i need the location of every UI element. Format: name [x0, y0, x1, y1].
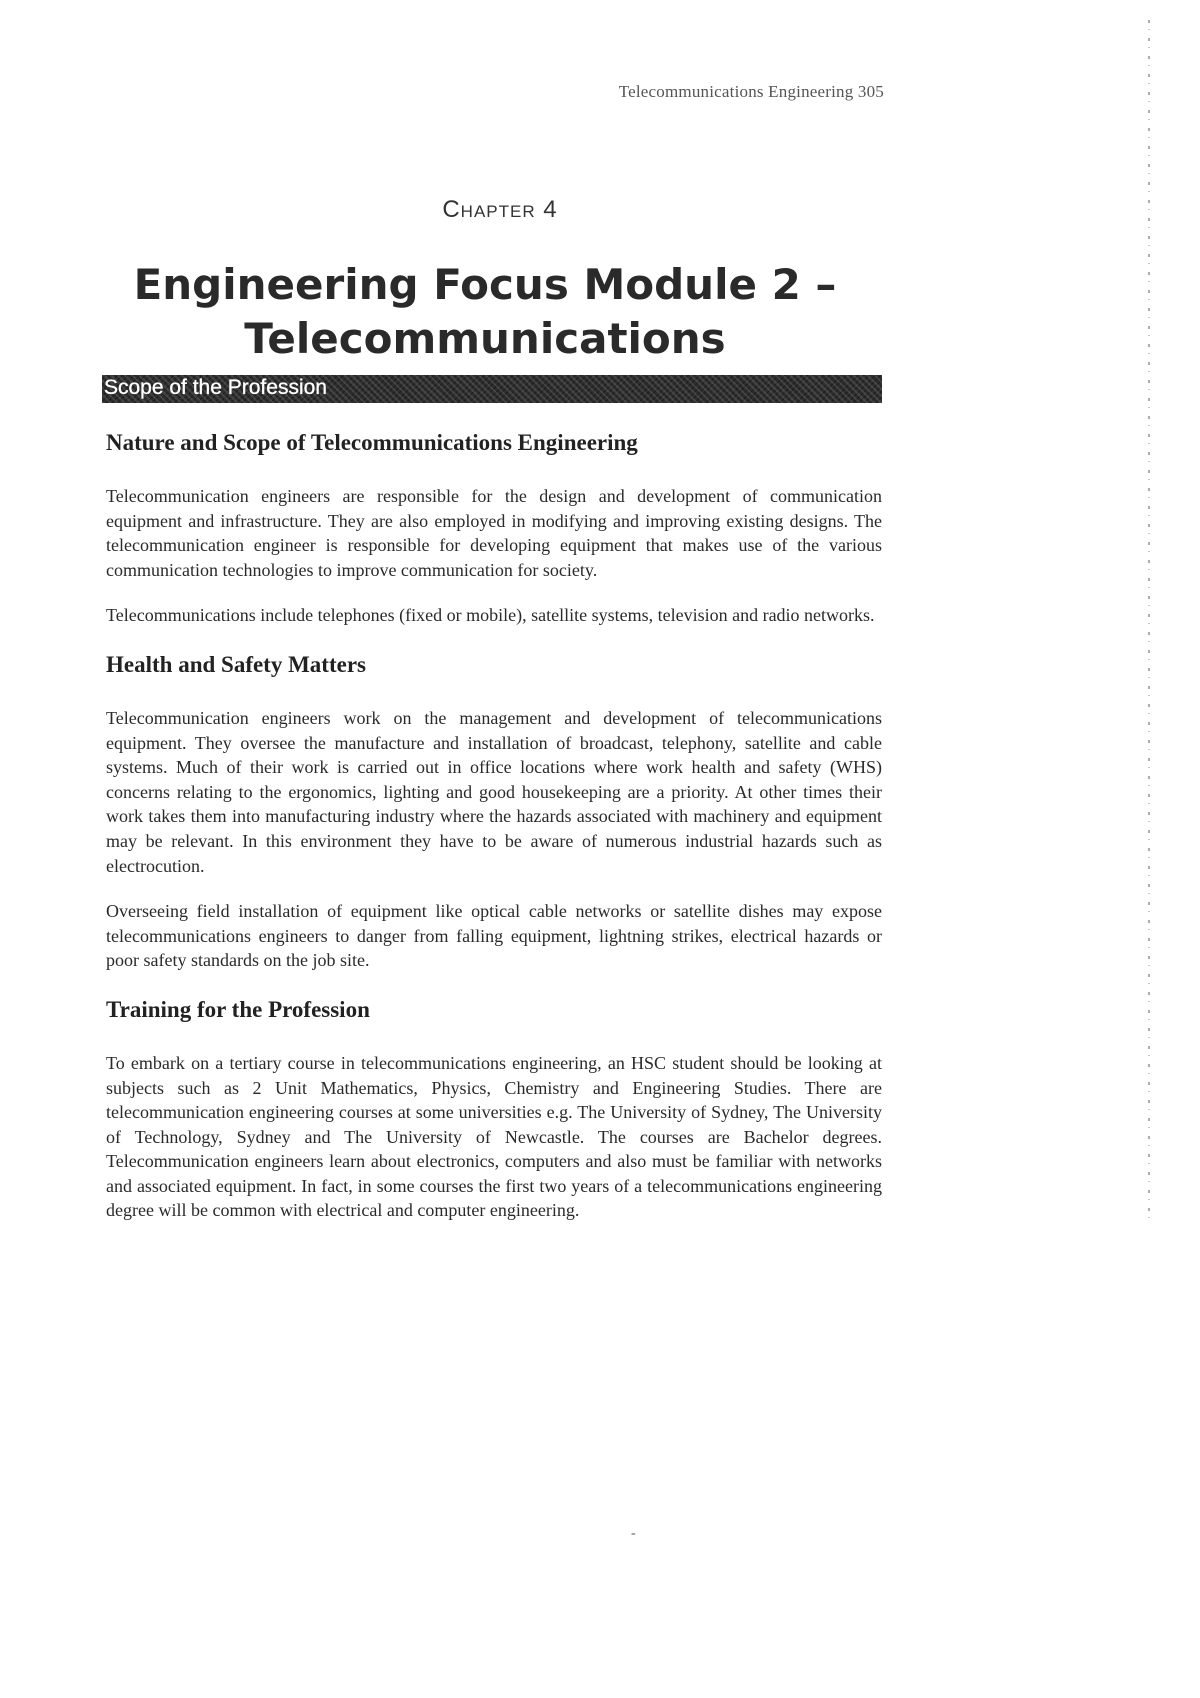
chapter-title-line1: Engineering Focus Module 2 – — [133, 260, 837, 309]
paragraph: Telecommunication engineers work on the management and development of telecommunications equipment. They oversee the manufacture and installation of broadcast, telephony, satellite and cable systems. Much of their work is carried out in office locations where work health and safety (WHS) concerns relating to the ergonomics, lighting and good housekeeping are a priority. At other times their work takes them into manufacturing industry where the hazards associated with machinery and equipment may be relevant. In this environment they have to be aware of numerous industrial hazards such as electrocution. — [106, 707, 882, 876]
paragraph: To embark on a tertiary course in telecommunications engineering, an HSC student should be looking at subjects such as 2 Unit Mathematics, Physics, Chemistry and Engineering Studies. There are telecommunication engineering courses at some universities e.g. The University of Sydney, The University of Technology, Sydney and The University of Newcastle. The courses are Bachelor degrees. Telecommunication engineers learn about electronics, computers and also must be familiar with networks and associated equipment. In fact, in some courses the first two years of a telecommunications engineering degree will be common with electrical and computer engineering. — [106, 1052, 882, 1221]
chapter-title-line2: Telecommunications — [244, 314, 726, 363]
section-heading-training: Training for the Profession — [106, 996, 370, 1022]
section-heading-health-safety: Health and Safety Matters — [106, 651, 366, 677]
paragraph: Telecommunications include telephones (fixed or mobile), satellite systems, television and radio networks. — [106, 605, 875, 626]
folio-mark: - — [631, 1526, 636, 1541]
paragraph: Overseeing field installation of equipment like optical cable networks or satellite dishes may expose telecommunications engineers to danger from falling equipment, lightning strikes, electrical hazards or poor safety standards on the job site. — [106, 901, 882, 971]
section-banner — [102, 375, 882, 403]
section-banner-label: Scope of the Profession — [104, 376, 327, 399]
running-header: Telecommunications Engineering 305 — [618, 82, 884, 101]
paragraph: Telecommunication engineers are responsible for the design and development of communication equipment and infrastructure. They are also employed in modifying and improving existing designs. The telecommunication engineer is responsible for developing equipment that makes use of the various communication technologies to improve communication for society. — [106, 486, 882, 580]
section-heading-nature: Nature and Scope of Telecommunications Engineering — [106, 430, 638, 455]
body-content — [106, 428, 882, 1223]
chapter-label: Chapter 4 — [442, 196, 558, 223]
chapter-title — [0, 258, 970, 366]
scan-edge-artifact — [1148, 20, 1150, 1220]
